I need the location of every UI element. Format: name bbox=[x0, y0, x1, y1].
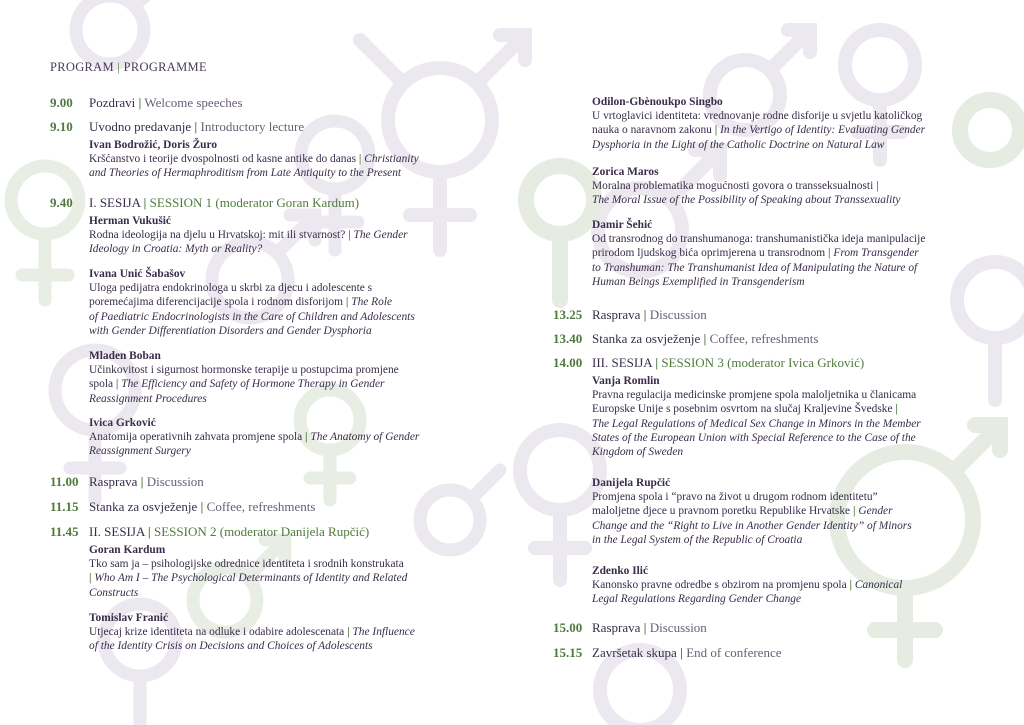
talk-title-hr: Uloga pedijatra endokrinologa u skrbi za djecu i adolescente s bbox=[89, 282, 373, 295]
talk-title-hr: Europske Unije s posebnim osvrtom na slučaj Kraljevine Švedske bbox=[592, 403, 893, 416]
talk-title-hr: Kršćanstvo i teorije dvospolnosti od kasne antike do danas bbox=[89, 153, 356, 166]
talk-title-en: The Role bbox=[351, 296, 393, 309]
talk-speaker: Damir Šehić bbox=[592, 219, 653, 231]
agenda-title-en: Discussion bbox=[146, 474, 204, 489]
session-title-hr: I. SESIJA bbox=[89, 195, 141, 210]
agenda-title-en: Introductory lecture bbox=[200, 119, 305, 134]
agenda-title-en: End of conference bbox=[686, 645, 782, 660]
talk-title-hr: spola bbox=[89, 378, 114, 391]
agenda-time: 15.00 bbox=[553, 620, 583, 635]
agenda-title-hr: Završetak skupa bbox=[592, 645, 677, 660]
talk-s1-1: Herman Vukušić Rodna ideologija na djelu u Hrvatskoj: mit ili stvarnost? | The Gender Ideology in Croatia: Myth or Reality? bbox=[89, 215, 408, 256]
talk-s1-2: Ivana Unić Šabašov Uloga pedijatra endokrinologa u skrbi za djecu i adolescente s poremećajima diferencijacije spola i rodnom disforijom | The Role of Paediatric Endocrinologists in the Care of Children and Adolescents with Gender Differentiation Disorders and Gender Dysphoria bbox=[89, 268, 415, 337]
talk-title-en: Legal Regulations Regarding Gender Change bbox=[592, 593, 802, 606]
talk-s3-2: Danijela Rupčić Promjena spola i “pravo na život u drugom rodnom identitetu” maloljetne djece u pravnom poretku Republike Hrvatske | Gender Change and the “Right to Live in Another Gender Identity” of Minors in the Legal System of the Republic of Croatia bbox=[592, 477, 912, 546]
session-title-en: SESSION 2 (moderator Danijela Rupčić) bbox=[154, 524, 370, 539]
talk-title-en: Reassignment Procedures bbox=[89, 392, 207, 405]
left-page bbox=[50, 0, 490, 725]
agenda-time: 11.45 bbox=[50, 524, 79, 539]
talk-speaker: Zdenko Ilić bbox=[592, 565, 649, 577]
talk-title-en: Change and the “Right to Live in Another Gender Identity” of Minors bbox=[592, 519, 912, 532]
agenda-item-welcome: 9.00 Pozdravi | Welcome speeches bbox=[50, 95, 243, 110]
agenda-title-hr: Stanka za osvježenje bbox=[89, 499, 198, 514]
talk-title-hr: Rodna ideologija na djelu u Hrvatskoj: mit ili stvarnost? bbox=[89, 229, 346, 242]
talk-title-en: Canonical bbox=[854, 579, 903, 592]
talk-speaker: Odilon-Gbènoukpo Singbo bbox=[592, 96, 723, 108]
agenda-time: 15.15 bbox=[553, 645, 583, 660]
agenda-item-break1: 11.15 Stanka za osvježenje | Coffee, refreshments bbox=[50, 499, 316, 514]
agenda-time: 9.10 bbox=[50, 119, 73, 134]
agenda-item-break2: 13.40 Stanka za osvježenje | Coffee, refreshments bbox=[553, 331, 819, 346]
talk-title-en: States of the European Union with Special Reference to the Case of the bbox=[592, 431, 916, 444]
talk-title-en: In the Vertigo of Identity: Evaluating Gender bbox=[720, 124, 926, 137]
talk-title-en: Constructs bbox=[89, 586, 139, 599]
talk-s2-4: Zorica Maros Moralna problematika mogućnosti govora o transseksualnosti | The Moral Issue of the Possibility of Speaking about Transsexuality bbox=[592, 166, 901, 207]
talk-title-en: Reassignment Surgery bbox=[89, 445, 191, 458]
talk-s1-3: Mladen Boban Učinkovitost i sigurnost hormonske terapije u postupcima promjene spola | The Efficiency and Safety of Hormone Therapy in Gender Reassignment Procedures bbox=[89, 350, 399, 405]
talk-speaker: Zorica Maros bbox=[592, 166, 659, 178]
agenda-time: 9.40 bbox=[50, 195, 73, 210]
agenda-time: 11.00 bbox=[50, 474, 79, 489]
talk-intro: Ivan Bodrožić, Doris Žuro Kršćanstvo i teorije dvospolnosti od kasne antike do danas | Christianity and Theories of Hermaphroditism from Late Antiquity to the Present bbox=[89, 139, 419, 180]
agenda-title-en: Welcome speeches bbox=[144, 95, 243, 110]
talk-title-en: with Gender Differentiation Disorders and Gender Dysphoria bbox=[89, 324, 372, 337]
talk-title-en: The Gender bbox=[353, 229, 408, 242]
talk-s2-1: Goran Kardum Tko sam ja – psihologijske odrednice identiteta i srodnih konstrukata | Who Am I – The Psychological Determinants of Identity and Related Constructs bbox=[89, 544, 408, 599]
heading-separator: | bbox=[117, 60, 121, 74]
talk-title-hr: Kanonsko pravne odredbe s obzirom na promjenu spola bbox=[592, 579, 847, 592]
session-title-hr: II. SESIJA bbox=[89, 524, 145, 539]
agenda-title-hr: Uvodno predavanje bbox=[89, 119, 192, 134]
talk-speaker: Ivica Grković bbox=[89, 417, 156, 429]
talk-title-hr: U vrtoglavici identiteta: vrednovanje rodne disforije u svjetlu katoličkog bbox=[592, 110, 923, 123]
talk-title-en: of Paediatric Endocrinologists in the Care of Children and Adolescents bbox=[89, 310, 415, 323]
talk-title-en: From Transgender bbox=[833, 247, 919, 260]
talk-title-en: Human Beings Exemplified in Transgenderism bbox=[592, 275, 805, 288]
talk-title-en: Gender bbox=[858, 505, 893, 518]
talk-title-hr: Tko sam ja – psihologijske odrednice identiteta i srodnih konstrukata bbox=[89, 558, 404, 571]
agenda-title-en: Discussion bbox=[649, 620, 707, 635]
talk-s3-3: Zdenko Ilić Kanonsko pravne odredbe s obzirom na promjenu spola | Canonical Legal Regulations Regarding Gender Change bbox=[592, 565, 903, 606]
talk-title-hr: nauka o naravnom zakonu bbox=[592, 124, 712, 137]
talk-speaker: Mladen Boban bbox=[89, 350, 161, 362]
agenda-item-discussion1: 11.00 Rasprava | Discussion bbox=[50, 474, 204, 489]
agenda-item-intro: 9.10 Uvodno predavanje | Introductory lecture bbox=[50, 119, 305, 134]
right-page bbox=[553, 0, 973, 725]
talk-speaker: Ivana Unić Šabašov bbox=[89, 268, 186, 280]
talk-s2-2: Tomislav Franić Utjecaj krize identiteta na odluke i odabire adolescenata | The Influence of the Identity Crisis on Decisions and Choices of Adolescents bbox=[89, 612, 415, 653]
talk-title-hr: Moralna problematika mogućnosti govora o transseksualnosti bbox=[592, 180, 874, 193]
agenda-title-hr: Stanka za osvježenje bbox=[592, 331, 701, 346]
talk-title-en: of the Identity Crisis on Decisions and Choices of Adolescents bbox=[89, 640, 373, 653]
talk-speaker: Herman Vukušić bbox=[89, 215, 171, 227]
programme-heading bbox=[50, 60, 207, 75]
talk-title-en: Kingdom of Sweden bbox=[592, 446, 684, 459]
agenda-time: 14.00 bbox=[553, 355, 583, 370]
agenda-title-en: Coffee, refreshments bbox=[206, 499, 316, 514]
talk-title-hr: Od transrodnog do transhumanoga: transhumanistička ideja manipulacije bbox=[592, 233, 926, 246]
talk-speaker: Tomislav Franić bbox=[89, 612, 168, 624]
talk-speaker: Goran Kardum bbox=[89, 544, 166, 556]
talk-title-hr: Učinkovitost i sigurnost hormonske terapije u postupcima promjene bbox=[89, 364, 399, 377]
talk-s2-3: Odilon-Gbènoukpo Singbo U vrtoglavici identiteta: vrednovanje rodne disforije u svjetlu katoličkog nauka o naravnom zakonu | In the Vertigo of Identity: Evaluating Gender Dysphoria in the Light of the Catholic Doctrine on Natural Law bbox=[592, 96, 926, 151]
talk-title-hr: Utjecaj krize identiteta na odluke i odabire adolescenata bbox=[89, 626, 345, 639]
agenda-item-discussion3: 15.00 Rasprava | Discussion bbox=[553, 620, 707, 635]
agenda-title-en: Coffee, refreshments bbox=[709, 331, 819, 346]
talk-title-hr: prirodom ljudskog bića oprimjerena u transrodnom bbox=[592, 247, 826, 260]
agenda-item-closing: 15.15 Završetak skupa | End of conference bbox=[553, 645, 782, 660]
talk-title-en: The Moral Issue of the Possibility of Speaking about Transsexuality bbox=[592, 194, 901, 207]
session-title-en: SESSION 1 (moderator Goran Kardum) bbox=[149, 195, 360, 210]
heading-en: PROGRAMME bbox=[123, 60, 207, 74]
talk-title-hr: poremećajima diferencijacije spola i rodnom disforijom bbox=[89, 296, 343, 309]
agenda-item-session1: 9.40 I. SESIJA | SESSION 1 (moderator Goran Kardum) bbox=[50, 195, 360, 210]
session-title-en: SESSION 3 (moderator Ivica Grković) bbox=[661, 355, 865, 370]
talk-title-en: The Influence bbox=[352, 626, 415, 639]
agenda-title-en: Discussion bbox=[649, 307, 707, 322]
talk-title-en: Who Am I – The Psychological Determinants of Identity and Related bbox=[94, 572, 408, 585]
talk-title-en: in the Legal System of the Republic of Croatia bbox=[592, 533, 803, 546]
talk-s3-1: Vanja Romlin Pravna regulacija medicinske promjene spola maloljetnika u članicama Europske Unije s posebnim osvrtom na slučaj Kraljevine Švedske | The Legal Regulations of Medical Sex Change in Minors in the Member States of the European Union with Special Reference to the Case of the Kingdom of Sweden bbox=[592, 375, 921, 459]
agenda-time: 9.00 bbox=[50, 95, 73, 110]
talk-s1-4: Ivica Grković Anatomija operativnih zahvata promjene spola | The Anatomy of Gender Reassignment Surgery bbox=[89, 417, 420, 458]
agenda-time: 13.25 bbox=[553, 307, 583, 322]
talk-title-en: The Anatomy of Gender bbox=[310, 431, 420, 444]
talk-title-hr: maloljetne djece u pravnom poretku Republike Hrvatske bbox=[592, 505, 851, 518]
agenda-title-hr: Rasprava bbox=[592, 307, 641, 322]
talk-s2-5: Damir Šehić Od transrodnog do transhumanoga: transhumanistička ideja manipulacije prirodom ljudskog bića oprimjerena u transrodnom | From Transgender to Transhuman: The Transhumanist Idea of Manipulating the Nature of Human Beings Exemplified in Transgenderism bbox=[592, 219, 926, 288]
agenda-time: 13.40 bbox=[553, 331, 583, 346]
session-title-hr: III. SESIJA bbox=[592, 355, 652, 370]
agenda-item-session2: 11.45 II. SESIJA | SESSION 2 (moderator Danijela Rupčić) bbox=[50, 524, 370, 539]
talk-speaker: Vanja Romlin bbox=[592, 375, 660, 387]
agenda-title-hr: Pozdravi bbox=[89, 95, 136, 110]
agenda-title-hr: Rasprava bbox=[592, 620, 641, 635]
talk-title-hr: Anatomija operativnih zahvata promjene spola bbox=[89, 431, 303, 444]
talk-title-en: to Transhuman: The Transhumanist Idea of Manipulating the Nature of bbox=[592, 261, 918, 274]
talk-title-hr: Pravna regulacija medicinske promjene spola maloljetnika u članicama bbox=[592, 389, 917, 402]
talk-title-en: Dysphoria in the Light of the Catholic Doctrine on Natural Law bbox=[592, 138, 885, 151]
agenda-title-hr: Rasprava bbox=[89, 474, 138, 489]
agenda-time: 11.15 bbox=[50, 499, 79, 514]
talk-title-en: Ideology in Croatia: Myth or Reality? bbox=[89, 243, 263, 256]
agenda-item-discussion2: 13.25 Rasprava | Discussion bbox=[553, 307, 707, 322]
talk-speaker: Ivan Bodrožić, Doris Žuro bbox=[89, 139, 218, 151]
talk-title-en: Christianity bbox=[364, 153, 419, 166]
talk-title-hr: Promjena spola i “pravo na život u drugom rodnom identitetu” bbox=[592, 491, 878, 504]
heading-hr: PROGRAM bbox=[50, 60, 114, 74]
talk-title-en: and Theories of Hermaphroditism from Late Antiquity to the Present bbox=[89, 167, 402, 180]
talk-title-en: The Legal Regulations of Medical Sex Change in Minors in the Member bbox=[592, 417, 921, 430]
agenda-item-session3: 14.00 III. SESIJA | SESSION 3 (moderator Ivica Grković) bbox=[553, 355, 865, 370]
talk-speaker: Danijela Rupčić bbox=[592, 477, 671, 489]
talk-title-en: The Efficiency and Safety of Hormone Therapy in Gender bbox=[121, 378, 385, 391]
